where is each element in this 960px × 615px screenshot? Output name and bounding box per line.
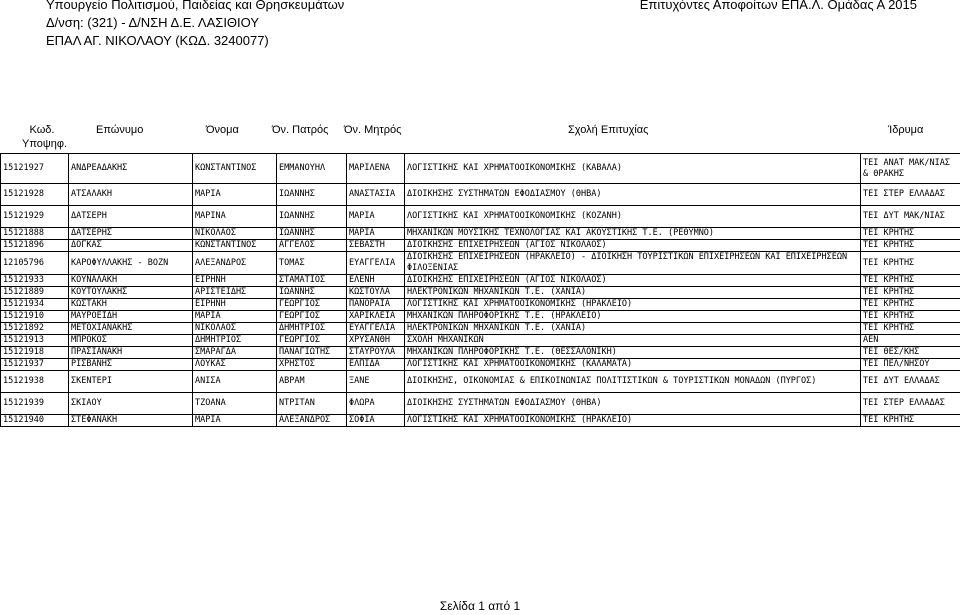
cell-surname: ΡΙΣΒΑΝΗΣ bbox=[69, 359, 193, 371]
cell-name: ΛΟΥΚΑΣ bbox=[193, 359, 277, 371]
cell-mother: ΕΛΕΝΗ bbox=[347, 275, 405, 287]
cell-school: ΗΛΕΚΤΡΟΝΙΚΩΝ ΜΗΧΑΝΙΚΩΝ Τ.Ε. (ΧΑΝΙΑ) bbox=[405, 287, 861, 299]
cell-surname: ΚΟΥΝΑΛΑΚΗ bbox=[69, 275, 193, 287]
cell-surname: ΚΩΣΤΑΚΗ bbox=[69, 299, 193, 311]
cell-name: ΝΙΚΟΛΑΟΣ bbox=[193, 228, 277, 240]
cell-institution: ΤΕΙ ΚΡΗΤΗΣ bbox=[861, 252, 960, 275]
cell-school: ΗΛΕΚΤΡΟΝΙΚΩΝ ΜΗΧΑΝΙΚΩΝ Τ.Ε. (ΧΑΝΙΑ) bbox=[405, 323, 861, 335]
col-mother-header: Όν. Μητρός bbox=[344, 124, 402, 136]
cell-surname: ΚΟΥΤΟΥΛΑΚΗΣ bbox=[69, 287, 193, 299]
cell-surname: ΣΤΕΦΑΝΑΚΗ bbox=[69, 415, 193, 427]
cell-mother: ΧΑΡΙΚΛΕΙΑ bbox=[347, 311, 405, 323]
cell-surname: ΑΤΣΑΛΑΚΗ bbox=[69, 184, 193, 206]
cell-father: ΑΒΡΑΜ bbox=[277, 371, 347, 393]
cell-father: ΝΤΡΙΤΑΝ bbox=[277, 393, 347, 415]
cell-father: ΑΓΓΕΛΟΣ bbox=[277, 240, 347, 252]
cell-code: 15121938 bbox=[1, 371, 69, 393]
cell-code: 15121937 bbox=[1, 359, 69, 371]
cell-code: 15121896 bbox=[1, 240, 69, 252]
cell-surname: ΚΑΡΟΦΥΛΛΑΚΗΣ - ΒΟΖΝ bbox=[69, 252, 193, 275]
table-row bbox=[1, 323, 960, 335]
cell-father: ΙΩΑΝΝΗΣ bbox=[277, 228, 347, 240]
table-row bbox=[1, 228, 960, 240]
cell-school: ΔΙΟΙΚΗΣΗΣ, ΟΙΚΟΝΟΜΙΑΣ & ΕΠΙΚΟΙΝΩΝΙΑΣ ΠΟΛΙΤΙΣΤΙΚΩΝ & ΤΟΥΡΙΣΤΙΚΩΝ ΜΟΝΑΔΩΝ (ΠΥΡΓΟΣ) bbox=[405, 371, 861, 393]
col-school-header: Σχολή Επιτυχίας bbox=[568, 124, 649, 136]
cell-name: ΜΑΡΙΑ bbox=[193, 311, 277, 323]
cell-code: 15121910 bbox=[1, 311, 69, 323]
cell-father: ΣΤΑΜΑΤΙΟΣ bbox=[277, 275, 347, 287]
cell-father: ΕΜΜΑΝΟΥΗΛ bbox=[277, 154, 347, 184]
cell-surname: ΔΑΤΣΕΡΗ bbox=[69, 206, 193, 228]
ministry-line: Υπουργείο Πολιτισμού, Παιδείας και Θρησκευμάτων bbox=[46, 0, 345, 12]
col-father-header: Όν. Πατρός bbox=[272, 124, 329, 136]
cell-mother: ΕΛΠΙΔΑ bbox=[347, 359, 405, 371]
header-left bbox=[46, 0, 344, 50]
cell-code: 15121889 bbox=[1, 287, 69, 299]
cell-father: ΑΛΕΞΑΝΔΡΟΣ bbox=[277, 415, 347, 427]
cell-name: ΚΩΝΣΤΑΝΤΙΝΟΣ bbox=[193, 240, 277, 252]
table-row bbox=[1, 275, 960, 287]
cell-name: ΤΖΟΑΝΑ bbox=[193, 393, 277, 415]
cell-surname: ΜΠΡΟΚΟΣ bbox=[69, 335, 193, 347]
cell-institution: ΤΕΙ ΣΤΕΡ ΕΛΛΑΔΑΣ bbox=[861, 393, 960, 415]
cell-father: ΤΟΜΑΣ bbox=[277, 252, 347, 275]
cell-name: ΕΙΡΗΝΗ bbox=[193, 275, 277, 287]
cell-code: 15121940 bbox=[1, 415, 69, 427]
cell-surname: ΠΡΑΣΙΑΝΑΚΗ bbox=[69, 347, 193, 359]
table-row bbox=[1, 371, 960, 393]
table-row bbox=[1, 287, 960, 299]
cell-surname: ΜΑΥΡΟΕΙΔΗ bbox=[69, 311, 193, 323]
cell-father: ΓΕΩΡΓΙΟΣ bbox=[277, 311, 347, 323]
cell-school: ΜΗΧΑΝΙΚΩΝ ΠΛΗΡΟΦΟΡΙΚΗΣ Τ.Ε. (ΗΡΑΚΛΕΙΟ) bbox=[405, 311, 861, 323]
cell-father: ΧΡΗΣΤΟΣ bbox=[277, 359, 347, 371]
table-row bbox=[1, 311, 960, 323]
page-footer: Σελίδα 1 από 1 bbox=[439, 599, 521, 613]
cell-surname: ΣΚΕΝΤΕΡΙ bbox=[69, 371, 193, 393]
cell-institution: ΤΕΙ ΔΥΤ ΕΛΛΑΔΑΣ bbox=[861, 371, 960, 393]
cell-name: ΜΑΡΙΝΑ bbox=[193, 206, 277, 228]
col-institution-header: Ίδρυμα bbox=[888, 124, 924, 136]
table-row bbox=[1, 299, 960, 311]
table-row bbox=[1, 393, 960, 415]
cell-institution: ΤΕΙ ΚΡΗΤΗΣ bbox=[861, 275, 960, 287]
cell-institution: ΤΕΙ ΚΡΗΤΗΣ bbox=[861, 311, 960, 323]
cell-father: ΙΩΑΝΝΗΣ bbox=[277, 184, 347, 206]
cell-mother: ΣΕΒΑΣΤΗ bbox=[347, 240, 405, 252]
table-row bbox=[1, 359, 960, 371]
cell-school: ΔΙΟΙΚΗΣΗΣ ΕΠΙΧΕΙΡΗΣΕΩΝ (ΗΡΑΚΛΕΙΟ) - ΔΙΟΙΚΗΣΗ ΤΟΥΡΙΣΤΙΚΩΝ ΕΠΙΧΕΙΡΗΣΕΩΝ ΚΑΙ ΕΠΙΧΕΙΡΗΣΕΩΝ ΦΙΛΟΞΕΝΙΑΣ bbox=[405, 252, 861, 275]
cell-name: ΕΙΡΗΝΗ bbox=[193, 299, 277, 311]
cell-code: 12105796 bbox=[1, 252, 69, 275]
cell-mother: ΜΑΡΙΑ bbox=[347, 206, 405, 228]
cell-surname: ΣΚΙΑΟΥ bbox=[69, 393, 193, 415]
col-name-header: Όνομα bbox=[206, 124, 239, 136]
cell-father: ΔΗΜΗΤΡΙΟΣ bbox=[277, 323, 347, 335]
cell-institution: ΤΕΙ ΚΡΗΤΗΣ bbox=[861, 287, 960, 299]
cell-institution: ΑΕΝ bbox=[861, 335, 960, 347]
cell-school: ΔΙΟΙΚΗΣΗΣ ΕΠΙΧΕΙΡΗΣΕΩΝ (ΑΓΙΟΣ ΝΙΚΟΛΑΟΣ) bbox=[405, 240, 861, 252]
cell-institution: ΤΕΙ ΚΡΗΤΗΣ bbox=[861, 323, 960, 335]
cell-mother: ΦΛΩΡΑ bbox=[347, 393, 405, 415]
cell-code: 15121888 bbox=[1, 228, 69, 240]
cell-surname: ΑΝΔΡΕΑΔΑΚΗΣ bbox=[69, 154, 193, 184]
cell-mother: ΜΑΡΙΛΕΝΑ bbox=[347, 154, 405, 184]
cell-mother: ΠΑΝΟΡΑΙΑ bbox=[347, 299, 405, 311]
table-row bbox=[1, 184, 960, 206]
cell-school: ΔΙΟΙΚΗΣΗΣ ΣΥΣΤΗΜΑΤΩΝ ΕΦΟΔΙΑΣΜΟΥ (ΘΗΒΑ) bbox=[405, 184, 861, 206]
results-table bbox=[0, 153, 960, 427]
cell-mother: ΕΥΑΓΓΕΛΙΑ bbox=[347, 323, 405, 335]
cell-father: ΓΕΩΡΓΙΟΣ bbox=[277, 335, 347, 347]
cell-school: ΛΟΓΙΣΤΙΚΗΣ ΚΑΙ ΧΡΗΜΑΤΟΟΙΚΟΝΟΜΙΚΗΣ (ΗΡΑΚΛΕΙΟ) bbox=[405, 415, 861, 427]
cell-institution: ΤΕΙ ΔΥΤ ΜΑΚ/ΝΙΑΣ bbox=[861, 206, 960, 228]
cell-school: ΣΧΟΛΗ ΜΗΧΑΝΙΚΩΝ bbox=[405, 335, 861, 347]
cell-name: ΣΜΑΡΑΓΔΑ bbox=[193, 347, 277, 359]
cell-mother: ΣΟΦΙΑ bbox=[347, 415, 405, 427]
cell-mother: ΜΑΡΙΑ bbox=[347, 228, 405, 240]
directorate-line: Δ/νση: (321) - Δ/ΝΣΗ Δ.Ε. ΛΑΣΙΘΙΟΥ bbox=[46, 15, 260, 30]
report-title: Επιτυχόντες Αποφοίτων ΕΠΑ.Λ. Ομάδας Α 2015 bbox=[639, 0, 917, 12]
table-row bbox=[1, 206, 960, 228]
cell-code: 15121934 bbox=[1, 299, 69, 311]
cell-code: 15121929 bbox=[1, 206, 69, 228]
cell-name: ΜΑΡΙΑ bbox=[193, 415, 277, 427]
cell-institution: ΤΕΙ ΠΕΛ/ΝΗΣΟΥ bbox=[861, 359, 960, 371]
cell-code: 15121928 bbox=[1, 184, 69, 206]
cell-institution: ΤΕΙ ΚΡΗΤΗΣ bbox=[861, 240, 960, 252]
cell-institution: ΤΕΙ ΚΡΗΤΗΣ bbox=[861, 299, 960, 311]
cell-surname: ΔΟΓΚΑΣ bbox=[69, 240, 193, 252]
cell-institution: ΤΕΙ ΚΡΗΤΗΣ bbox=[861, 415, 960, 427]
cell-mother: ΚΩΣΤΟΥΛΑ bbox=[347, 287, 405, 299]
cell-school: ΜΗΧΑΝΙΚΩΝ ΠΛΗΡΟΦΟΡΙΚΗΣ Τ.Ε. (ΘΕΣΣΑΛΟΝΙΚΗ) bbox=[405, 347, 861, 359]
cell-code: 15121939 bbox=[1, 393, 69, 415]
cell-father: ΓΕΩΡΓΙΟΣ bbox=[277, 299, 347, 311]
cell-institution: ΤΕΙ ΑΝΑΤ ΜΑΚ/ΝΙΑΣ & ΘΡΑΚΗΣ bbox=[861, 154, 960, 184]
cell-surname: ΜΕΤΟΧΙΑΝΑΚΗΣ bbox=[69, 323, 193, 335]
cell-code: 15121933 bbox=[1, 275, 69, 287]
table-row bbox=[1, 240, 960, 252]
cell-father: ΙΩΑΝΝΗΣ bbox=[277, 206, 347, 228]
cell-mother: ΧΡΥΣΑΝΘΗ bbox=[347, 335, 405, 347]
cell-code: 15121927 bbox=[1, 154, 69, 184]
cell-name: ΑΝΙΣΑ bbox=[193, 371, 277, 393]
table-row bbox=[1, 154, 960, 184]
table-row bbox=[1, 415, 960, 427]
cell-father: ΠΑΝΑΓΙΩΤΗΣ bbox=[277, 347, 347, 359]
cell-school: ΛΟΓΙΣΤΙΚΗΣ ΚΑΙ ΧΡΗΜΑΤΟΟΙΚΟΝΟΜΙΚΗΣ (ΚΟΖΑΝΗ) bbox=[405, 206, 861, 228]
cell-school: ΔΙΟΙΚΗΣΗΣ ΕΠΙΧΕΙΡΗΣΕΩΝ (ΑΓΙΟΣ ΝΙΚΟΛΑΟΣ) bbox=[405, 275, 861, 287]
cell-institution: ΤΕΙ ΘΕΣ/ΚΗΣ bbox=[861, 347, 960, 359]
cell-name: ΜΑΡΙΑ bbox=[193, 184, 277, 206]
cell-code: 15121892 bbox=[1, 323, 69, 335]
table-row bbox=[1, 347, 960, 359]
cell-name: ΚΩΝΣΤΑΝΤΙΝΟΣ bbox=[193, 154, 277, 184]
cell-mother: ΕΥΑΓΓΕΛΙΑ bbox=[347, 252, 405, 275]
cell-name: ΔΗΜΗΤΡΙΟΣ bbox=[193, 335, 277, 347]
col-code-header: Κωδ. Υποψηφ. bbox=[22, 124, 68, 150]
cell-school: ΜΗΧΑΝΙΚΩΝ ΜΟΥΣΙΚΗΣ ΤΕΧΝΟΛΟΓΙΑΣ ΚΑΙ ΑΚΟΥΣΤΙΚΗΣ Τ.Ε. (ΡΕΘΥΜΝΟ) bbox=[405, 228, 861, 240]
cell-code: 15121913 bbox=[1, 335, 69, 347]
cell-school: ΛΟΓΙΣΤΙΚΗΣ ΚΑΙ ΧΡΗΜΑΤΟΟΙΚΟΝΟΜΙΚΗΣ (ΗΡΑΚΛΕΙΟ) bbox=[405, 299, 861, 311]
cell-mother: ΑΝΑΣΤΑΣΙΑ bbox=[347, 184, 405, 206]
cell-surname: ΔΑΤΣΕΡΗΣ bbox=[69, 228, 193, 240]
cell-school: ΛΟΓΙΣΤΙΚΗΣ ΚΑΙ ΧΡΗΜΑΤΟΟΙΚΟΝΟΜΙΚΗΣ (ΚΑΒΑΛΑ) bbox=[405, 154, 861, 184]
cell-institution: ΤΕΙ ΚΡΗΤΗΣ bbox=[861, 228, 960, 240]
cell-code: 15121918 bbox=[1, 347, 69, 359]
col-surname-header: Επώνυμο bbox=[96, 124, 144, 136]
cell-mother: ΞΑΝΕ bbox=[347, 371, 405, 393]
table-row bbox=[1, 335, 960, 347]
cell-name: ΑΡΙΣΤΕΙΔΗΣ bbox=[193, 287, 277, 299]
cell-father: ΙΩΑΝΝΗΣ bbox=[277, 287, 347, 299]
cell-mother: ΣΤΑΥΡΟΥΛΑ bbox=[347, 347, 405, 359]
cell-school: ΔΙΟΙΚΗΣΗΣ ΣΥΣΤΗΜΑΤΩΝ ΕΦΟΔΙΑΣΜΟΥ (ΘΗΒΑ) bbox=[405, 393, 861, 415]
cell-school: ΛΟΓΙΣΤΙΚΗΣ ΚΑΙ ΧΡΗΜΑΤΟΟΙΚΟΝΟΜΙΚΗΣ (ΚΑΛΑΜΑΤΑ) bbox=[405, 359, 861, 371]
cell-institution: ΤΕΙ ΣΤΕΡ ΕΛΛΑΔΑΣ bbox=[861, 184, 960, 206]
cell-name: ΑΛΕΞΑΝΔΡΟΣ bbox=[193, 252, 277, 275]
table-row bbox=[1, 252, 960, 275]
cell-name: ΝΙΚΟΛΑΟΣ bbox=[193, 323, 277, 335]
school-line: ΕΠΑΛ ΑΓ. ΝΙΚΟΛΑΟΥ (ΚΩΔ. 3240077) bbox=[46, 33, 269, 48]
